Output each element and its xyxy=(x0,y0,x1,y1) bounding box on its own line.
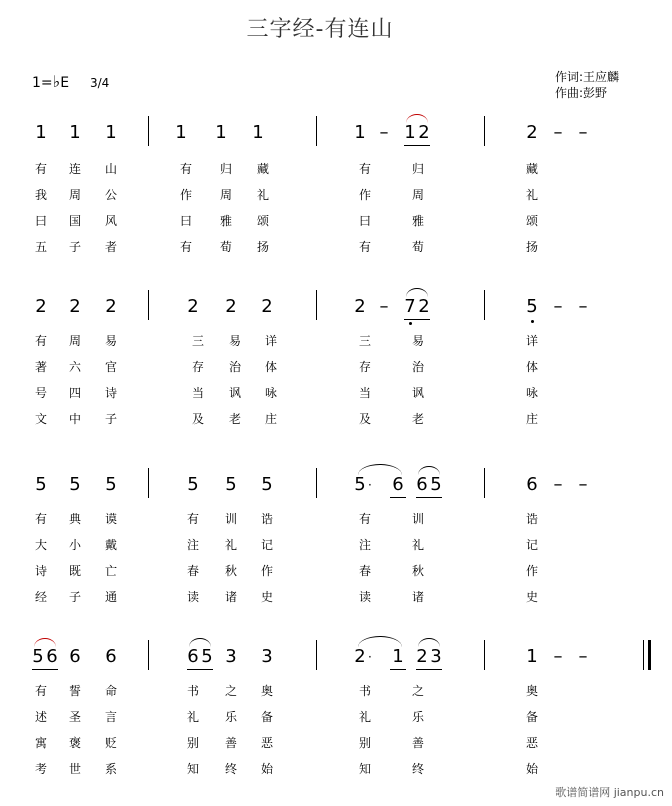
lyric: 备 xyxy=(525,710,538,724)
note: 2 xyxy=(187,296,199,317)
lyric: 子 xyxy=(68,240,81,254)
dash: – xyxy=(578,474,588,495)
lyric: 曰 xyxy=(179,214,192,228)
lyric: 书 xyxy=(186,684,199,698)
beam xyxy=(416,497,442,498)
note: 6 xyxy=(392,474,404,495)
lyric: 子 xyxy=(104,412,117,426)
time-signature: 3/4 xyxy=(90,76,110,90)
key-note: E xyxy=(60,75,70,91)
lyricist-credit: 作词:王应麟 xyxy=(555,70,620,84)
lyric: 周 xyxy=(219,188,232,202)
lyric: 三 xyxy=(358,334,371,348)
lyric: 乐 xyxy=(224,710,237,724)
lyric: 经 xyxy=(34,590,47,604)
lyric: 周 xyxy=(68,188,81,202)
lyric: 礼 xyxy=(358,710,371,724)
note: 6 xyxy=(46,646,58,667)
lyric: 山 xyxy=(104,162,117,176)
lyric: 注 xyxy=(186,538,199,552)
lyric: 书 xyxy=(358,684,371,698)
song-title: 三字经-有连山 xyxy=(246,17,394,42)
note: 1 xyxy=(105,122,117,143)
lyric: 寓 xyxy=(34,736,47,750)
lyric: 国 xyxy=(68,214,81,228)
note: 5 xyxy=(225,474,237,495)
lyric: 扬 xyxy=(256,240,269,254)
lyric: 及 xyxy=(191,412,204,426)
lyric: 读 xyxy=(186,590,199,604)
note: 2 xyxy=(526,122,538,143)
beam xyxy=(390,497,406,498)
lyric: 庄 xyxy=(525,412,538,426)
lyric: 老 xyxy=(228,412,241,426)
lyric: 作 xyxy=(525,564,538,578)
lyric: 知 xyxy=(186,762,199,776)
lyric: 言 xyxy=(104,710,117,724)
lyric: 当 xyxy=(358,386,371,400)
lyric: 有 xyxy=(34,334,47,348)
beam xyxy=(404,319,430,320)
low-octave-dot xyxy=(409,322,412,325)
lyric: 讽 xyxy=(228,386,241,400)
lyric: 我 xyxy=(34,188,47,202)
dash: – xyxy=(578,296,588,317)
dash: – xyxy=(553,122,563,143)
note: 2 xyxy=(418,122,430,143)
lyric: 详 xyxy=(264,334,277,348)
lyric: 有 xyxy=(179,240,192,254)
note: 2 xyxy=(261,296,273,317)
note: 1 xyxy=(69,122,81,143)
note: 1 xyxy=(354,122,366,143)
lyric: 恶 xyxy=(260,736,273,750)
lyric: 易 xyxy=(411,334,424,348)
note: 5 xyxy=(187,474,199,495)
note: 6 xyxy=(416,474,428,495)
note: 7 xyxy=(404,296,416,317)
note: 5 xyxy=(526,296,538,317)
note: 2 xyxy=(416,646,428,667)
lyric: 世 xyxy=(68,762,81,776)
lyric: 春 xyxy=(358,564,371,578)
lyric: 春 xyxy=(186,564,199,578)
slur xyxy=(418,638,440,647)
note: 3 xyxy=(261,646,273,667)
lyric: 礼 xyxy=(186,710,199,724)
lyric: 咏 xyxy=(525,386,538,400)
lyric: 训 xyxy=(224,512,237,526)
lyric: 通 xyxy=(104,590,117,604)
note: 5 xyxy=(201,646,213,667)
barline xyxy=(148,290,149,320)
note: 1 xyxy=(392,646,404,667)
lyric: 老 xyxy=(411,412,424,426)
note: 1 xyxy=(404,122,416,143)
note: 6 xyxy=(187,646,199,667)
note: 2 xyxy=(354,296,366,317)
flat-icon: ♭ xyxy=(52,72,61,91)
lyric: 及 xyxy=(358,412,371,426)
barline xyxy=(316,468,317,498)
lyric: 秋 xyxy=(224,564,237,578)
lyric: 连 xyxy=(68,162,81,176)
lyric: 诗 xyxy=(104,386,117,400)
lyric: 小 xyxy=(68,538,81,552)
barline xyxy=(484,468,485,498)
lyric: 亡 xyxy=(104,564,117,578)
lyric: 咏 xyxy=(264,386,277,400)
lyric: 作 xyxy=(179,188,192,202)
note: 3 xyxy=(430,646,442,667)
lyric: 作 xyxy=(260,564,273,578)
lyric: 治 xyxy=(228,360,241,374)
barline xyxy=(484,116,485,146)
barline xyxy=(316,290,317,320)
dash: – xyxy=(553,296,563,317)
barline xyxy=(316,116,317,146)
lyric: 戴 xyxy=(104,538,117,552)
lyric: 有 xyxy=(358,162,371,176)
lyric: 之 xyxy=(224,684,237,698)
lyric: 乐 xyxy=(411,710,424,724)
note: 5 xyxy=(430,474,442,495)
lyric: 别 xyxy=(186,736,199,750)
lyric: 三 xyxy=(191,334,204,348)
lyric: 颂 xyxy=(525,214,538,228)
beam xyxy=(32,669,58,670)
dash: – xyxy=(379,122,389,143)
lyric: 易 xyxy=(104,334,117,348)
lyric: 著 xyxy=(34,360,47,374)
lyric: 周 xyxy=(68,334,81,348)
note: 1 xyxy=(526,646,538,667)
lyric: 荀 xyxy=(219,240,232,254)
note: 1 xyxy=(252,122,264,143)
lyric: 体 xyxy=(264,360,277,374)
lyric: 终 xyxy=(411,762,424,776)
lyric: 诗 xyxy=(34,564,47,578)
lyric: 誓 xyxy=(68,684,81,698)
note: 2 xyxy=(35,296,47,317)
lyric: 雅 xyxy=(411,214,424,228)
beam xyxy=(416,669,442,670)
lyric: 礼 xyxy=(256,188,269,202)
lyric: 礼 xyxy=(411,538,424,552)
beam xyxy=(187,669,213,670)
lyric: 礼 xyxy=(525,188,538,202)
lyric: 曰 xyxy=(34,214,47,228)
barline xyxy=(148,640,149,670)
note: 5 xyxy=(69,474,81,495)
system-1 xyxy=(0,110,672,280)
note: 6 xyxy=(69,646,81,667)
lyric: 荀 xyxy=(411,240,424,254)
lyric: 记 xyxy=(525,538,538,552)
lyric: 子 xyxy=(68,590,81,604)
lyric: 诰 xyxy=(525,512,538,526)
lyric: 扬 xyxy=(525,240,538,254)
beam xyxy=(404,145,430,146)
lyric: 有 xyxy=(34,162,47,176)
lyric: 奥 xyxy=(525,684,538,698)
slur xyxy=(418,466,440,475)
lyric: 当 xyxy=(191,386,204,400)
barline xyxy=(148,116,149,146)
note: 5 xyxy=(354,474,366,495)
lyric: 存 xyxy=(191,360,204,374)
lyric: 易 xyxy=(228,334,241,348)
note: 5 xyxy=(105,474,117,495)
note: 6 xyxy=(526,474,538,495)
lyric: 存 xyxy=(358,360,371,374)
slur xyxy=(358,464,402,475)
lyric: 褒 xyxy=(68,736,81,750)
dash: – xyxy=(578,122,588,143)
lyric: 曰 xyxy=(358,214,371,228)
lyric: 雅 xyxy=(219,214,232,228)
lyric: 始 xyxy=(525,762,538,776)
lyric: 考 xyxy=(34,762,47,776)
lyric: 系 xyxy=(104,762,117,776)
lyric: 体 xyxy=(525,360,538,374)
slur xyxy=(189,638,211,647)
lyric: 别 xyxy=(358,736,371,750)
lyric: 周 xyxy=(411,188,424,202)
dash: – xyxy=(578,646,588,667)
lyric: 述 xyxy=(34,710,47,724)
lyric: 善 xyxy=(411,736,424,750)
lyric: 藏 xyxy=(256,162,269,176)
final-barline-thin xyxy=(643,640,644,670)
lyric: 讽 xyxy=(411,386,424,400)
lyric: 始 xyxy=(260,762,273,776)
lyric: 有 xyxy=(186,512,199,526)
system-3 xyxy=(0,464,672,634)
key-signature xyxy=(32,72,69,91)
lyric: 详 xyxy=(525,334,538,348)
lyric: 四 xyxy=(68,386,81,400)
low-octave-dot xyxy=(531,320,534,323)
slur xyxy=(406,288,428,297)
note: 2 xyxy=(354,646,366,667)
barline xyxy=(484,640,485,670)
lyric: 诸 xyxy=(224,590,237,604)
note: 3 xyxy=(225,646,237,667)
lyric: 藏 xyxy=(525,162,538,176)
lyric: 既 xyxy=(68,564,81,578)
note: 6 xyxy=(105,646,117,667)
lyric: 诸 xyxy=(411,590,424,604)
lyric: 者 xyxy=(104,240,117,254)
note: 2 xyxy=(225,296,237,317)
lyric: 终 xyxy=(224,762,237,776)
system-2 xyxy=(0,286,672,456)
lyric: 有 xyxy=(358,512,371,526)
lyric: 善 xyxy=(224,736,237,750)
lyric: 有 xyxy=(358,240,371,254)
composer-credit: 作曲:彭野 xyxy=(555,86,608,100)
dash: – xyxy=(553,646,563,667)
lyric: 颂 xyxy=(256,214,269,228)
lyric: 注 xyxy=(358,538,371,552)
slur xyxy=(34,638,56,647)
lyric: 号 xyxy=(34,386,47,400)
lyric: 之 xyxy=(411,684,424,698)
lyric: 贬 xyxy=(104,736,117,750)
lyric: 恶 xyxy=(525,736,538,750)
lyric: 秋 xyxy=(411,564,424,578)
barline xyxy=(148,468,149,498)
system-4 xyxy=(0,636,672,806)
final-barline-thick xyxy=(648,640,651,670)
note: 5 xyxy=(32,646,44,667)
lyric: 归 xyxy=(219,162,232,176)
lyric: 五 xyxy=(34,240,47,254)
dash: – xyxy=(553,474,563,495)
lyric: 大 xyxy=(34,538,47,552)
lyric: 诰 xyxy=(260,512,273,526)
lyric: 史 xyxy=(525,590,538,604)
lyric: 有 xyxy=(34,684,47,698)
note: 5 xyxy=(261,474,273,495)
lyric: 知 xyxy=(358,762,371,776)
lyric: 庄 xyxy=(264,412,277,426)
lyric: 备 xyxy=(260,710,273,724)
lyric: 训 xyxy=(411,512,424,526)
lyric: 文 xyxy=(34,412,47,426)
augmentation-dot: · xyxy=(368,650,372,664)
slur xyxy=(358,636,402,647)
barline xyxy=(316,640,317,670)
note: 2 xyxy=(105,296,117,317)
lyric: 归 xyxy=(411,162,424,176)
lyric: 官 xyxy=(104,360,117,374)
lyric: 有 xyxy=(179,162,192,176)
lyric: 风 xyxy=(104,214,117,228)
lyric: 治 xyxy=(411,360,424,374)
note: 1 xyxy=(35,122,47,143)
note: 1 xyxy=(215,122,227,143)
key-prefix: 1= xyxy=(32,75,53,91)
note: 5 xyxy=(35,474,47,495)
lyric: 记 xyxy=(260,538,273,552)
lyric: 典 xyxy=(68,512,81,526)
lyric: 公 xyxy=(104,188,117,202)
beam xyxy=(390,669,406,670)
lyric: 读 xyxy=(358,590,371,604)
lyric: 礼 xyxy=(224,538,237,552)
lyric: 六 xyxy=(68,360,81,374)
lyric: 中 xyxy=(68,412,81,426)
watermark: 歌谱简谱网 jianpu.cn xyxy=(555,786,664,799)
augmentation-dot: · xyxy=(368,478,372,492)
note: 2 xyxy=(418,296,430,317)
barline xyxy=(484,290,485,320)
lyric: 奥 xyxy=(260,684,273,698)
note: 1 xyxy=(175,122,187,143)
lyric: 命 xyxy=(104,684,117,698)
slur xyxy=(406,114,428,123)
dash: – xyxy=(379,296,389,317)
note: 2 xyxy=(69,296,81,317)
lyric: 谟 xyxy=(104,512,117,526)
lyric: 史 xyxy=(260,590,273,604)
lyric: 有 xyxy=(34,512,47,526)
lyric: 作 xyxy=(358,188,371,202)
lyric: 圣 xyxy=(68,710,81,724)
